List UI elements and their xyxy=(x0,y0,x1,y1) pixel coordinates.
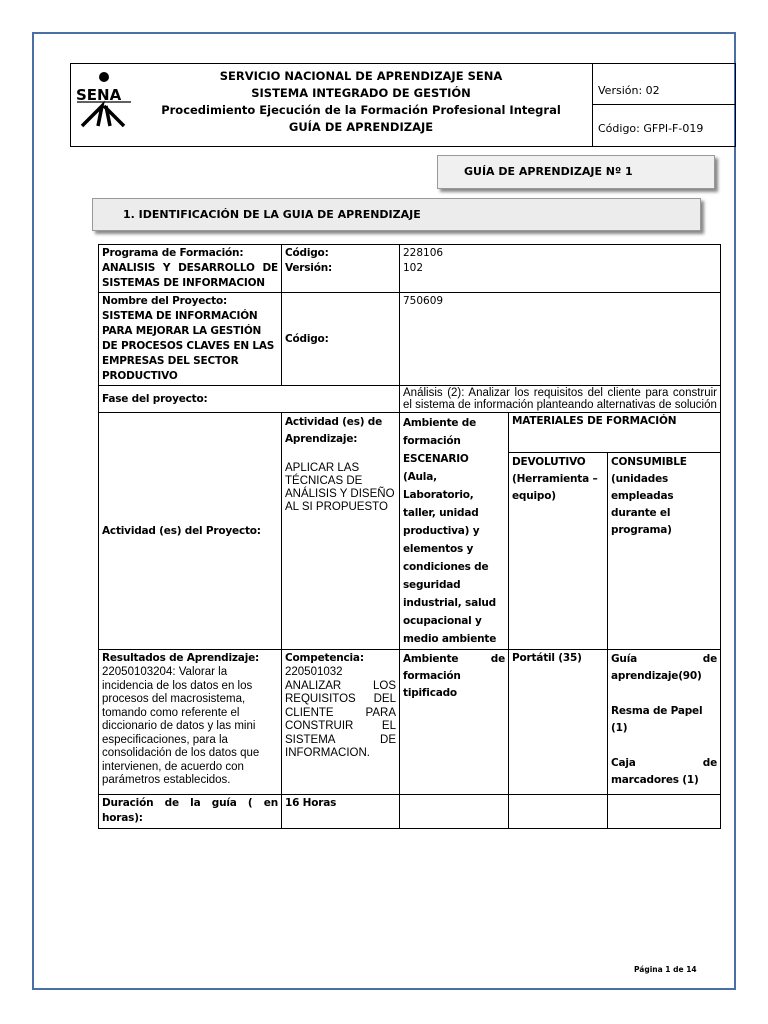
header-title-line-2: SISTEMA INTEGRADO DE GESTIÓN xyxy=(251,86,471,100)
guide-number-label: GUÍA DE APRENDIZAJE Nº 1 xyxy=(464,165,633,178)
devolutivo-label: DEVOLUTIVO (Herramienta – equipo) xyxy=(512,456,598,503)
table-row xyxy=(99,386,721,413)
ambiente-cell xyxy=(400,413,509,650)
proyecto-cell xyxy=(99,293,282,386)
empty-cell xyxy=(400,795,509,829)
fase-value-cell xyxy=(400,386,721,413)
consumible-cell xyxy=(608,453,721,650)
fase-label: Fase del proyecto: xyxy=(102,392,208,405)
fase-value: Análisis (2): Analizar los requisitos del cliente para construir el sistema de información planteando alternativas de solución xyxy=(403,387,718,411)
programa-label: Programa de Formación: xyxy=(102,247,244,259)
materiales-cell xyxy=(509,413,721,453)
competencia-value: 220501032 ANALIZAR LOS REQUISITOS DEL CLIENTE PARA CONSTRUIR EL SISTEMA DE INFORMACION. xyxy=(285,666,396,759)
duracion-cell xyxy=(99,795,282,829)
empty-cell xyxy=(509,795,608,829)
header-title-line-1: SERVICIO NACIONAL DE APRENDIZAJE SENA xyxy=(219,69,503,83)
resultados-cell xyxy=(99,650,282,795)
consumible-item: Guía de aprendizaje(90) xyxy=(611,653,718,682)
header-title-line-4: GUÍA DE APRENDIZAJE xyxy=(288,120,434,134)
actividad-proyecto-cell xyxy=(99,413,282,650)
identification-table xyxy=(98,244,721,829)
codigo-value: 228106 xyxy=(403,247,444,259)
empty-cell xyxy=(608,795,721,829)
actividad-aprendizaje-value: APLICAR LAS TÉCNICAS DE ANÁLISIS Y DISEÑO AL SI PROPUESTO xyxy=(285,462,395,513)
header-version: Versión: 02 xyxy=(598,84,660,97)
sena-logo-icon xyxy=(74,69,134,129)
header-code: Código: GFPI-F-019 xyxy=(598,122,704,135)
version-label: Versión: xyxy=(285,262,332,274)
ambiente-tipificado: Ambiente de formación tipificado xyxy=(403,653,505,699)
proyecto-value: SISTEMA DE INFORMACIÓN PARA MEJORAR LA GESTIÓN DE PROCESOS CLAVES EN LAS EMPRESAS DEL SECTOR PRODUCTIVO xyxy=(102,310,275,382)
duracion-label: Duración de la guía ( en horas): xyxy=(102,797,278,824)
actividad-aprendizaje-cell xyxy=(282,413,400,650)
programa-value: ANALISIS Y DESARROLLO DE SISTEMAS DE INFORMACION xyxy=(102,262,278,289)
consumible-value-cell xyxy=(608,650,721,795)
proyecto-codigo-value: 750609 xyxy=(403,295,444,307)
version-value: 102 xyxy=(403,262,424,274)
consumible-label: CONSUMIBLE (unidades empleadas durante el programa) xyxy=(611,456,687,537)
competencia-label: Competencia: xyxy=(285,652,364,664)
table-row xyxy=(99,650,721,795)
header-title-line-3: Procedimiento Ejecución de la Formación Profesional Integral xyxy=(161,103,561,117)
table-row xyxy=(99,413,721,453)
devolutivo-value-cell xyxy=(509,650,608,795)
actividad-proyecto-label: Actividad (es) del Proyecto: xyxy=(102,524,261,537)
section-title-box xyxy=(92,198,701,231)
proyecto-codigo-cell xyxy=(282,293,400,386)
proyecto-codigo-label: Código: xyxy=(285,332,329,345)
page-number: Página 1 de 14 xyxy=(634,965,697,974)
document-header xyxy=(70,63,736,147)
duracion-value: 16 Horas xyxy=(285,797,337,809)
proyecto-label: Nombre del Proyecto: xyxy=(102,295,228,307)
consumible-item: Resma de Papel (1) xyxy=(611,705,703,734)
duracion-value-cell xyxy=(282,795,400,829)
competencia-cell xyxy=(282,650,400,795)
table-row xyxy=(99,293,721,386)
devolutivo-cell xyxy=(509,453,608,650)
fase-cell xyxy=(99,386,400,413)
header-divider xyxy=(592,64,593,146)
codigo-cell xyxy=(282,245,400,293)
guide-number-box xyxy=(437,155,715,189)
materiales-label: MATERIALES DE FORMACIÓN xyxy=(512,415,677,427)
ambiente-label: Ambiente de formación ESCENARIO (Aula, Laboratorio, taller, unidad productiva) y elementos y condiciones de seguridad industrial, salud ocupacional y medio ambiente xyxy=(403,417,497,645)
resultados-value: 22050103204: Valorar la incidencia de los datos en los procesos del macrosistema, tomando como referente el diccionario de datos y las mini especificaciones, para la consolidación de los datos que intervienen, de acuerdo con parámetros establecidos. xyxy=(102,666,260,786)
ambiente-tipificado-cell xyxy=(400,650,509,795)
codigo-label: Código: xyxy=(285,247,329,259)
svg-text:SENA: SENA xyxy=(76,86,122,104)
programa-cell xyxy=(99,245,282,293)
resultados-label: Resultados de Aprendizaje: xyxy=(102,652,260,664)
header-divider-horizontal xyxy=(592,104,735,105)
table-row xyxy=(99,795,721,829)
header-title xyxy=(131,68,591,136)
consumible-item: Caja de marcadores (1) xyxy=(611,757,718,786)
actividad-aprendizaje-label: Actividad (es) de Aprendizaje: xyxy=(285,416,383,445)
table-row xyxy=(99,245,721,293)
proyecto-codigo-value-cell xyxy=(400,293,721,386)
codigo-value-cell xyxy=(400,245,721,293)
section-title: 1. IDENTIFICACIÓN DE LA GUIA DE APRENDIZAJE xyxy=(123,208,421,221)
devolutivo-value: Portátil (35) xyxy=(512,652,582,664)
